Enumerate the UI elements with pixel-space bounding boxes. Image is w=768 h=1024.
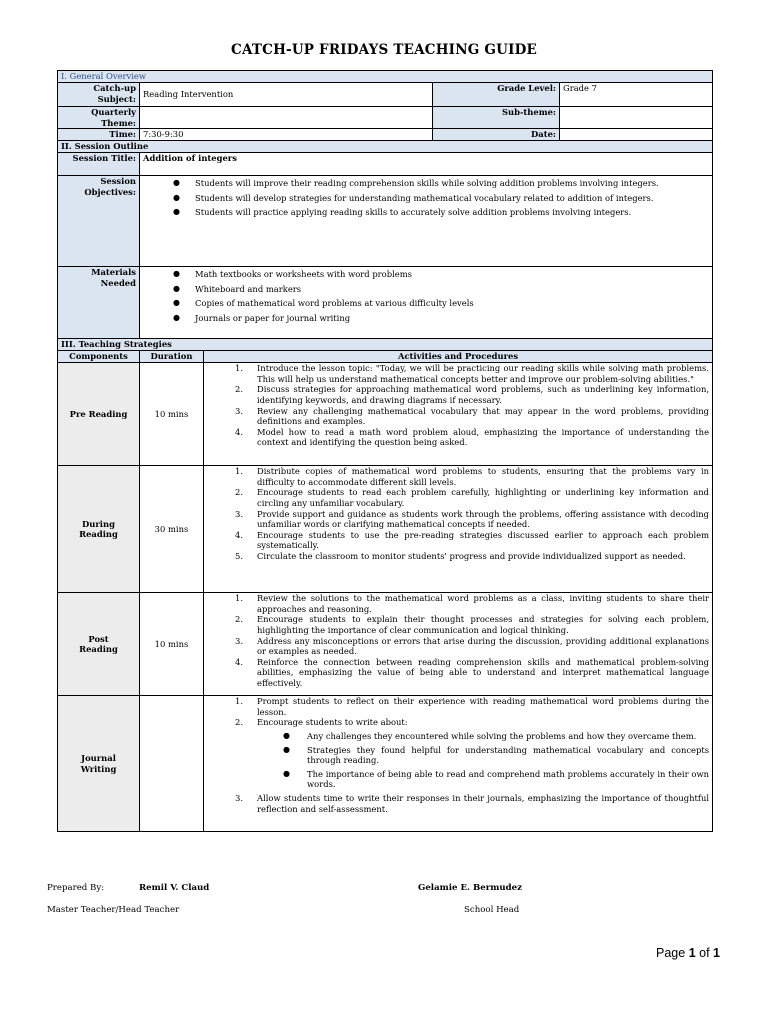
general-overview-heading: I. General Overview	[58, 71, 713, 83]
session-title-value: Addition of integers	[140, 153, 713, 176]
subject-label: Catch-up Subject:	[58, 83, 140, 107]
teaching-guide-table	[57, 70, 713, 832]
journal-writing-activities	[204, 696, 713, 832]
material-item: ● Copies of mathematical word problems at various difficulty levels	[143, 298, 709, 309]
date-label: Date:	[433, 129, 560, 141]
session-title-label: Session Title:	[58, 153, 140, 176]
school-head-name: Gelamie E. Bermudez	[418, 883, 522, 893]
school-head-title: School Head	[464, 905, 520, 915]
session-objectives-label: Session Objectives:	[58, 176, 140, 267]
component-during-reading: During Reading	[58, 466, 140, 593]
materials-label: Materials Needed	[58, 267, 140, 339]
teaching-strategies-heading: III. Teaching Strategies	[58, 339, 713, 351]
activities-header: Activities and Procedures	[204, 351, 713, 363]
activity-item: Discuss strategies for approaching mathematical word problems, such as underlining key information, identifying keywords, and drawing diagrams if necessary.	[257, 384, 710, 405]
grade-level-value: Grade 7	[560, 83, 713, 107]
component-journal-writing: Journal Writing	[58, 696, 140, 832]
activity-item: Review the solutions to the mathematical word problems as a class, inviting students to share their approaches and reasoning.	[257, 593, 710, 614]
activity-item: Model how to read a math word problem aloud, emphasizing the importance of understanding the context and identifying the question being asked.	[257, 426, 710, 448]
preparer-title: Master Teacher/Head Teacher	[47, 905, 180, 915]
material-item: ● Whiteboard and markers	[143, 284, 709, 295]
duration-during-reading: 30 mins	[140, 466, 204, 593]
during-reading-activities	[204, 466, 713, 593]
subject-value: Reading Intervention	[140, 83, 433, 107]
grade-level-label: Grade Level:	[433, 83, 560, 107]
activity-item: Address any misconceptions or errors that arise during the discussion, providing additional explanations or examples as needed.	[257, 635, 710, 657]
component-post-reading: Post Reading	[58, 593, 140, 696]
page-number: Page 1 of 1	[656, 946, 720, 960]
component-pre-reading: Pre Reading	[58, 363, 140, 466]
activity-item: Encourage students to use the pre-reading strategies discussed earlier to approach each problem systematically.	[257, 529, 710, 551]
objective-item: ● Students will develop strategies for understanding mathematical vocabulary related to addition of integers.	[143, 193, 709, 204]
duration-header: Duration	[140, 351, 204, 363]
activity-item: Circulate the classroom to monitor students' progress and provide individualized support as needed.	[257, 550, 686, 561]
post-reading-activities	[204, 593, 713, 696]
session-objectives-list	[140, 176, 713, 267]
activity-item: Prompt students to reflect on their experience with reading mathematical word problems during the lesson.	[257, 696, 710, 717]
activity-item: Encourage students to write about: ● Any challenges they encountered while solving the problems and how they overcame them. ● Strategies they found helpful for understanding mathematical vocabulary and concepts through reading. ● The importance of being able to read and comprehend math problems accurately in their own words.	[207, 717, 709, 790]
journal-prompt-item: ● Any challenges they encountered while solving the problems and how they overcame them.	[257, 731, 709, 742]
activity-item: Allow students time to write their responses in their journals, emphasizing the importance of thoughtful reflection and self-assessment.	[257, 792, 710, 814]
materials-list	[140, 267, 713, 339]
time-value: 7:30-9:30	[140, 129, 433, 141]
session-outline-heading: II. Session Outline	[58, 141, 713, 153]
quarterly-theme-value	[140, 107, 433, 129]
material-item: ● Journals or paper for journal writing	[143, 313, 709, 324]
prepared-by-label: Prepared By:	[47, 883, 105, 893]
duration-post-reading: 10 mins	[140, 593, 204, 696]
journal-prompt-item: ● Strategies they found helpful for understanding mathematical vocabulary and concepts through reading.	[257, 745, 709, 766]
date-value	[560, 129, 713, 141]
duration-journal-writing	[140, 696, 204, 832]
components-header: Components	[58, 351, 140, 363]
activity-item: Review any challenging mathematical vocabulary that may appear in the word problems, providing definitions and examples.	[257, 405, 710, 427]
quarterly-theme-label: Quarterly Theme:	[58, 107, 140, 129]
journal-prompt-item: ● The importance of being able to read and comprehend math problems accurately in their own words.	[257, 769, 709, 790]
objective-item: ● Students will improve their reading comprehension skills while solving addition problems involving integers.	[143, 178, 709, 189]
preparer-name: Remil V. Claud	[139, 883, 210, 893]
subtheme-label: Sub-theme:	[433, 107, 560, 129]
activity-item: Encourage students to read each problem carefully, highlighting or underlining key information and circling any unfamiliar vocabulary.	[257, 487, 710, 508]
objective-item: ● Students will practice applying reading skills to accurately solve addition problems involving integers.	[143, 207, 709, 218]
duration-pre-reading: 10 mins	[140, 363, 204, 466]
subtheme-value	[560, 107, 713, 129]
material-item: ● Math textbooks or worksheets with word problems	[143, 269, 709, 280]
activity-item: Provide support and guidance as students work through the problems, offering assistance with decoding unfamiliar words or clarifying mathematical concepts if needed.	[257, 508, 710, 530]
activity-item: Reinforce the connection between reading comprehension skills and mathematical problem-solving abilities, emphasizing the value of being able to understand and interpret mathematical language effectively.	[257, 656, 710, 688]
activity-item: Introduce the lesson topic: "Today, we will be practicing our reading skills while solving math problems. This will help us understand mathematical concepts better and improve our problem-solving abilities."	[257, 363, 710, 384]
activity-item: Encourage students to explain their thought processes and strategies for solving each problem, highlighting the importance of clear communication and logical thinking.	[257, 614, 710, 635]
activity-item: Distribute copies of mathematical word problems to students, ensuring that the problems vary in difficulty to accommodate different skill levels.	[257, 466, 710, 487]
pre-reading-activities	[204, 363, 713, 466]
time-label: Time:	[58, 129, 140, 141]
document-title: CATCH-UP FRIDAYS TEACHING GUIDE	[231, 42, 537, 58]
